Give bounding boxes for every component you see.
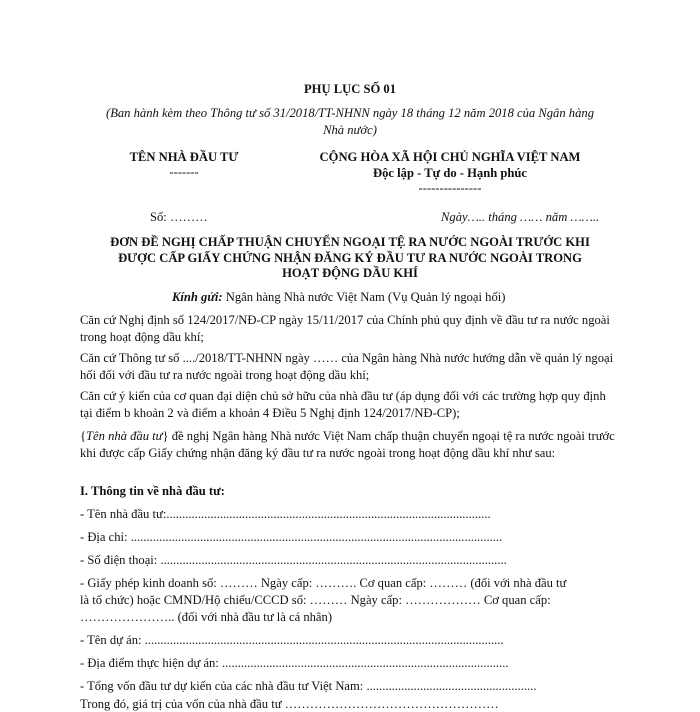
paragraph-legal-basis-1: Căn cứ Nghị định số 124/2017/NĐ-CP ngày 15/11/2017 của Chính phủ quy định về đầu tư ra nước ngoài trong hoạt động dầu khí; — [80, 313, 610, 344]
field-project-location: - Địa điểm thực hiện dự án: ........................................................................................... — [80, 656, 509, 670]
request-text: đề nghị Ngân hàng Nhà nước Việt Nam chấp thuận chuyển ngoại tệ ra nước ngoài trước khi được cấp Giấy chứng nhận đăng ký đầu tư ra nước ngoài trong hoạt động dầu khí như sau: — [80, 429, 615, 460]
investor-name-placeholder: Tên nhà đầu tư — [86, 429, 163, 443]
field-capital-cutoff: Trong đó, giá trị của vốn của nhà đầu tư …………………………………………… — [80, 697, 499, 711]
document-title-line1: ĐƠN ĐỀ NGHỊ CHẤP THUẬN CHUYỂN NGOẠI TỆ RA NƯỚC NGOÀI TRƯỚC KHI — [110, 235, 590, 249]
document-date: Ngày….. tháng …… năm …….. — [441, 210, 600, 224]
motto-dashes: --------------- — [418, 181, 482, 195]
motto: Độc lập - Tự do - Hạnh phúc — [373, 166, 527, 180]
section1-heading: I. Thông tin về nhà đầu tư: — [80, 484, 225, 498]
paragraph-legal-basis-2: Căn cứ Thông tư số ..../2018/TT-NHNN ngày …… của Ngân hàng Nhà nước hướng dẫn về quản lý ngoại hối đối với đầu tư ra nước ngoài trong hoạt động dầu khí; — [80, 351, 614, 382]
addressee-value: Ngân hàng Nhà nước Việt Nam (Vụ Quản lý ngoại hối) — [222, 290, 506, 304]
appendix-title: PHỤ LỤC SỐ 01 — [303, 82, 396, 96]
investor-name-label: TÊN NHÀ ĐẦU TƯ — [129, 150, 239, 164]
field-license-line3: ………………….. (đối với nhà đầu tư là cá nhân) — [80, 610, 333, 624]
document-number: Số: ……… — [150, 210, 208, 224]
brace-open: { — [80, 429, 87, 443]
addressee-label: Kính gửi: — [172, 290, 223, 304]
nation-title: CỘNG HÒA XÃ HỘI CHỦ NGHĨA VIỆT NAM — [319, 150, 581, 164]
document-title-line2: ĐƯỢC CẤP GIẤY CHỨNG NHẬN ĐĂNG KÝ ĐẦU TƯ RA NƯỚC NGOÀI TRONG — [118, 251, 582, 265]
appendix-subtitle-line1: (Ban hành kèm theo Thông tư số 31/2018/TT-NHNN ngày 18 tháng 12 năm 2018 của Ngân hàng — [106, 106, 594, 120]
field-address: - Địa chỉ: ...................................................................................................................... — [80, 530, 503, 544]
field-license-line2: là tổ chức) hoặc CMND/Hộ chiếu/CCCD số: ……… Ngày cấp: ……………… Cơ quan cấp: — [80, 593, 551, 607]
addressee — [172, 290, 505, 305]
investor-dashes: ------- — [169, 165, 199, 179]
paragraph-request — [80, 428, 620, 462]
appendix-subtitle-line2: Nhà nước) — [323, 123, 377, 137]
paragraph-legal-basis-3: Căn cứ ý kiến của cơ quan đại diện chủ sở hữu của nhà đầu tư (áp dụng đối với các trường hợp quy định tại điểm b khoản 2 và điểm a khoản 4 Điều 5 Nghị định 124/2017/NĐ-CP); — [80, 389, 606, 420]
field-license-line1: - Giấy phép kinh doanh số: ……… Ngày cấp: ………. Cơ quan cấp: ……… (đối với nhà đầu tư — [80, 576, 567, 590]
field-total-capital: - Tổng vốn đầu tư dự kiến của các nhà đầu tư Việt Nam: ...................................................... — [80, 679, 537, 693]
field-project-name: - Tên dự án: .................................................................................................................. — [80, 633, 504, 647]
field-investor-name: - Tên nhà đầu tư:....................................................................................................... — [80, 507, 491, 521]
document-title-line3: HOẠT ĐỘNG DẦU KHÍ — [282, 266, 418, 280]
field-phone: - Số điện thoại: .............................................................................................................. — [80, 553, 507, 567]
brace-close: } — [162, 429, 169, 443]
